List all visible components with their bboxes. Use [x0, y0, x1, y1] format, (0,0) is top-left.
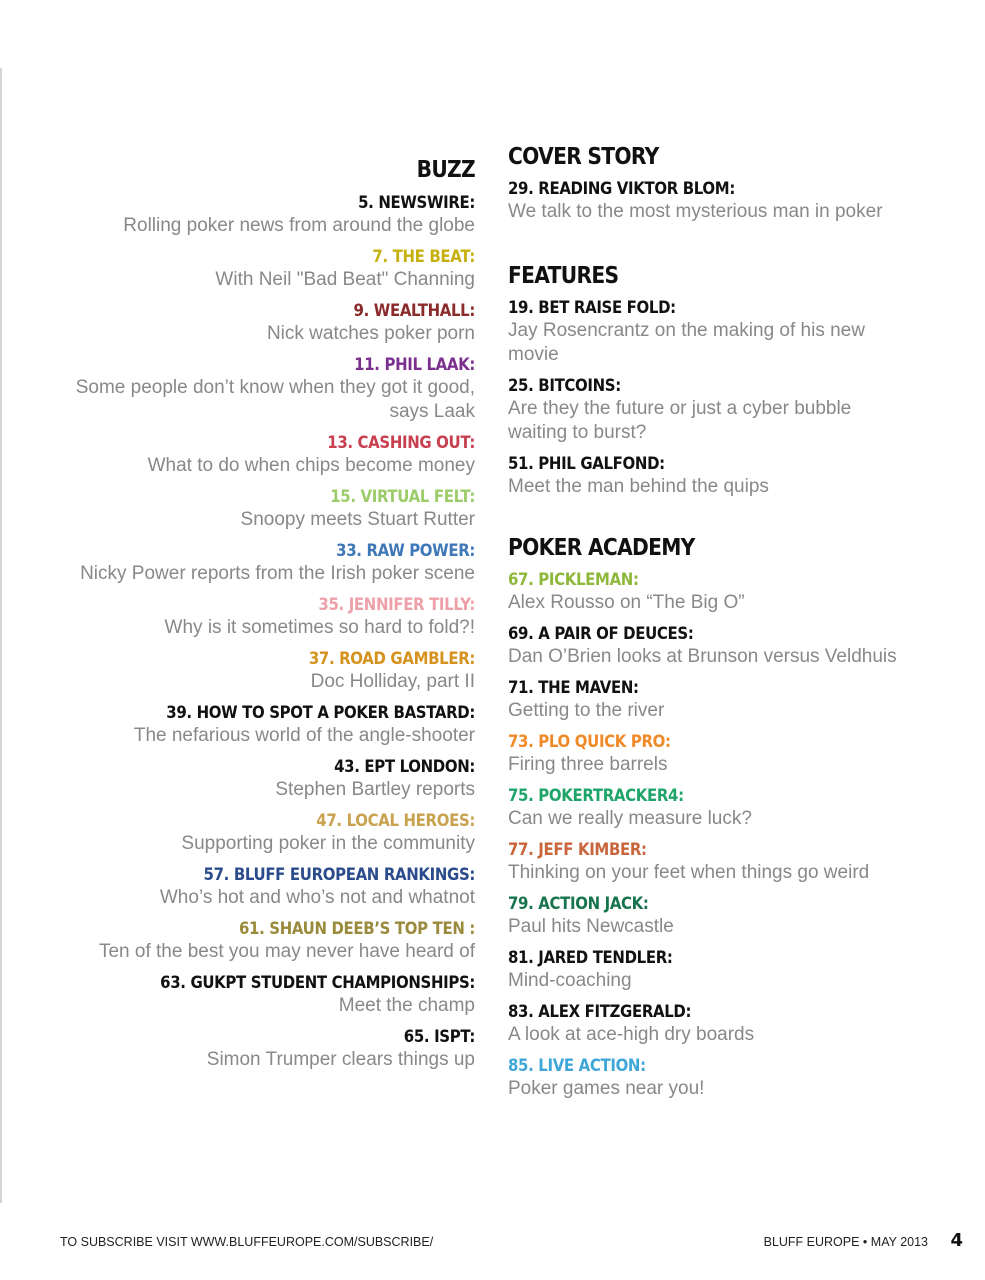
contents-entry[interactable]	[40, 486, 475, 532]
entry-title: 85. LIVE ACTION:	[508, 1056, 646, 1076]
cover-story-list	[508, 178, 968, 224]
entry-description: Nicky Power reports from the Irish poker scene	[80, 563, 475, 584]
entry-title: 79. ACTION JACK:	[508, 894, 649, 914]
margin-rule	[0, 68, 2, 1203]
entry-title: 57. BLUFF EUROPEAN RANKINGS:	[203, 865, 475, 885]
entry-description: We talk to the most mysterious man in poker	[508, 201, 883, 222]
contents-entry[interactable]	[508, 297, 968, 367]
entry-description: Who’s hot and who’s not and whatnot	[159, 887, 475, 908]
contents-entry[interactable]	[508, 785, 968, 831]
contents-entry[interactable]	[508, 677, 968, 723]
entry-description: Alex Rousso on “The Big O”	[508, 592, 745, 613]
contents-entry[interactable]	[40, 648, 475, 694]
contents-entry[interactable]	[508, 731, 968, 777]
entry-description: Dan O’Brien looks at Brunson versus Veldhuis	[508, 646, 897, 667]
contents-entry[interactable]	[40, 432, 475, 478]
entry-description: Stephen Bartley reports	[275, 779, 475, 800]
entry-title: 67. PICKLEMAN:	[508, 570, 639, 590]
entry-description: Meet the man behind the quips	[508, 476, 769, 497]
contents-entry[interactable]	[508, 453, 968, 499]
entry-description: Rolling poker news from around the globe	[123, 215, 475, 236]
entry-title: 35. JENNIFER TILLY:	[318, 595, 475, 615]
entry-title: 11. PHIL LAAK:	[354, 355, 475, 375]
entry-description: Snoopy meets Stuart Rutter	[240, 509, 475, 530]
features-list	[508, 297, 968, 499]
entry-description: Paul hits Newcastle	[508, 916, 674, 937]
entry-description: Nick watches poker porn	[266, 323, 475, 344]
entry-description: Meet the champ	[338, 995, 475, 1016]
entry-description: Supporting poker in the community	[181, 833, 475, 854]
entry-title: 19. BET RAISE FOLD:	[508, 298, 676, 318]
entry-description: With Neil "Bad Beat" Channing	[215, 269, 475, 290]
entry-title: 61. SHAUN DEEB’S TOP TEN :	[238, 919, 475, 939]
poker-academy-heading: POKER ACADEMY	[508, 535, 695, 561]
contents-entry[interactable]	[508, 839, 968, 885]
entry-description: Thinking on your feet when things go weird	[508, 862, 870, 883]
entry-title: 75. POKERTRACKER4:	[508, 786, 684, 806]
contents-entry[interactable]	[40, 972, 475, 1018]
entry-title: 7. THE BEAT:	[372, 247, 475, 267]
right-column	[508, 143, 968, 1109]
cover-story-heading: COVER STORY	[508, 144, 659, 170]
contents-entry[interactable]	[40, 702, 475, 748]
entry-title: 5. NEWSWIRE:	[358, 193, 475, 213]
entry-title: 83. ALEX FITZGERALD:	[508, 1002, 692, 1022]
entry-description: Firing three barrels	[508, 754, 668, 775]
entry-title: 71. THE MAVEN:	[508, 678, 639, 698]
buzz-list	[40, 192, 475, 1072]
entry-title: 15. VIRTUAL FELT:	[330, 487, 475, 507]
contents-entry[interactable]	[508, 178, 968, 224]
contents-entry[interactable]	[508, 1055, 968, 1101]
contents-entry[interactable]	[508, 375, 968, 445]
entry-description: Are they the future or just a cyber bubble waiting to burst?	[508, 398, 852, 443]
entry-title: 77. JEFF KIMBER:	[508, 840, 647, 860]
entry-description: Poker games near you!	[508, 1078, 705, 1099]
contents-entry[interactable]	[40, 594, 475, 640]
entry-description: What to do when chips become money	[147, 455, 475, 476]
entry-title: 63. GUKPT STUDENT CHAMPIONSHIPS:	[160, 973, 475, 993]
entry-description: Jay Rosencrantz on the making of his new movie	[508, 320, 865, 365]
contents-entry[interactable]	[508, 623, 968, 669]
entry-title: 65. ISPT:	[403, 1027, 475, 1047]
entry-title: 43. EPT LONDON:	[334, 757, 475, 777]
buzz-heading: BUZZ	[416, 157, 475, 183]
features-heading: FEATURES	[508, 263, 619, 289]
entry-description: Can we really measure luck?	[508, 808, 752, 829]
entry-description: Getting to the river	[508, 700, 665, 721]
contents-entry[interactable]	[40, 918, 475, 964]
contents-entry[interactable]	[40, 246, 475, 292]
contents-entry[interactable]	[40, 300, 475, 346]
contents-entry[interactable]	[508, 569, 968, 615]
entry-description: A look at ace-high dry boards	[508, 1024, 755, 1045]
contents-entry[interactable]	[40, 864, 475, 910]
entry-description: Ten of the best you may never have heard of	[98, 941, 475, 962]
poker-academy-list	[508, 569, 968, 1101]
entry-title: 69. A PAIR OF DEUCES:	[508, 624, 694, 644]
entry-description: Doc Holliday, part II	[310, 671, 475, 692]
entry-description: Simon Trumper clears things up	[206, 1049, 475, 1070]
entry-title: 39. HOW TO SPOT A POKER BASTARD:	[166, 703, 475, 723]
buzz-column	[40, 143, 475, 1080]
issue-footer: BLUFF EUROPE • MAY 2013	[763, 1235, 928, 1249]
contents-entry[interactable]	[40, 810, 475, 856]
entry-title: 13. CASHING OUT:	[327, 433, 475, 453]
entry-description: Mind-coaching	[508, 970, 632, 991]
contents-entry[interactable]	[40, 192, 475, 238]
entry-title: 81. JARED TENDLER:	[508, 948, 673, 968]
entry-title: 25. BITCOINS:	[508, 376, 621, 396]
entry-description: Some people don’t know when they got it good, says Laak	[75, 377, 475, 422]
contents-entry[interactable]	[40, 1026, 475, 1072]
entry-title: 47. LOCAL HEROES:	[316, 811, 475, 831]
subscribe-footer: TO SUBSCRIBE VISIT WWW.BLUFFEUROPE.COM/SUBSCRIBE/	[60, 1235, 434, 1249]
entry-title: 51. PHIL GALFOND:	[508, 454, 665, 474]
page-number: 4	[950, 1230, 963, 1251]
entry-title: 37. ROAD GAMBLER:	[308, 649, 475, 669]
entry-title: 73. PLO QUICK PRO:	[508, 732, 671, 752]
entry-description: Why is it sometimes so hard to fold?!	[164, 617, 475, 638]
contents-entry[interactable]	[508, 893, 968, 939]
contents-entry[interactable]	[508, 947, 968, 993]
contents-entry[interactable]	[508, 1001, 968, 1047]
entry-title: 9. WEALTHALL:	[353, 301, 475, 321]
entry-description: The nefarious world of the angle-shooter	[133, 725, 475, 746]
contents-entry[interactable]	[40, 540, 475, 586]
entry-title: 29. READING VIKTOR BLOM:	[508, 179, 735, 199]
entry-title: 33. RAW POWER:	[336, 541, 475, 561]
contents-entry[interactable]	[40, 354, 475, 424]
contents-entry[interactable]	[40, 756, 475, 802]
